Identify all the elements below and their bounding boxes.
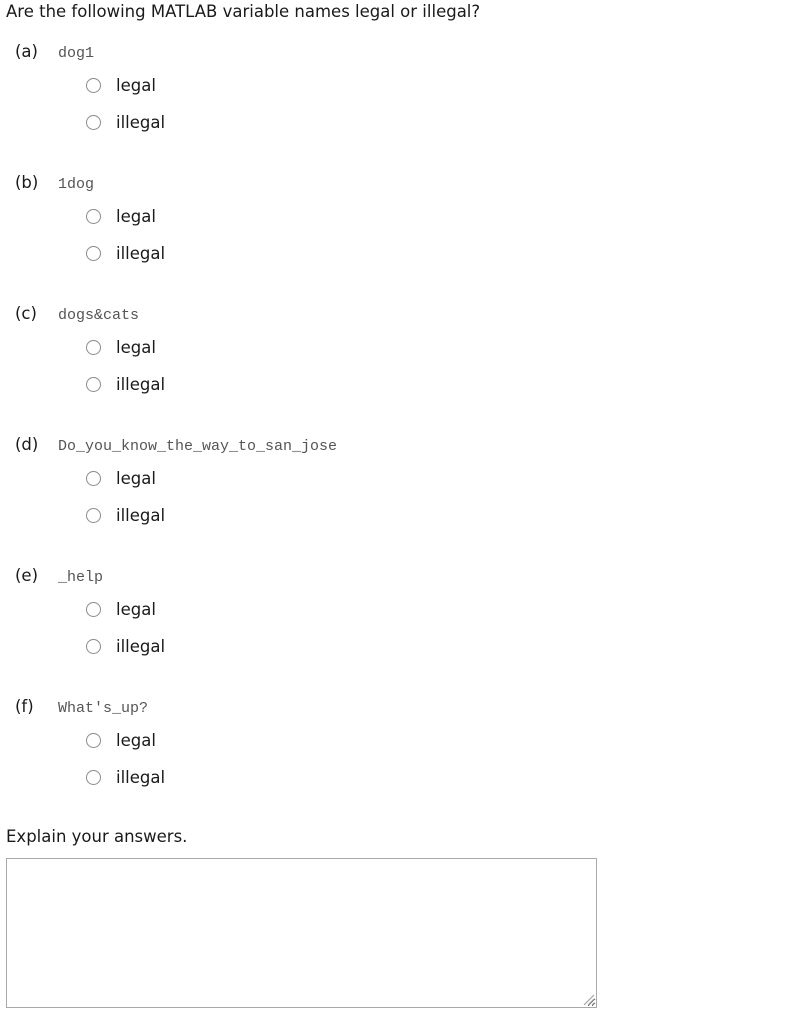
- option-illegal[interactable]: [84, 637, 284, 659]
- radio-button[interactable]: [86, 508, 101, 523]
- option-legal[interactable]: [84, 338, 284, 360]
- radio-button[interactable]: [86, 115, 101, 130]
- option-label: illegal: [116, 637, 166, 656]
- option-legal[interactable]: [84, 469, 284, 491]
- item-label: (f): [15, 697, 34, 716]
- option-label: legal: [116, 469, 156, 488]
- variable-name: dog1: [58, 45, 95, 62]
- option-illegal[interactable]: [84, 375, 284, 397]
- variable-name: Do_you_know_the_way_to_san_jose: [58, 438, 338, 455]
- item-label: (e): [15, 566, 39, 585]
- variable-name: 1dog: [58, 176, 95, 193]
- radio-button[interactable]: [86, 733, 101, 748]
- radio-button[interactable]: [86, 770, 101, 785]
- option-illegal[interactable]: [84, 244, 284, 266]
- option-legal[interactable]: [84, 207, 284, 229]
- radio-button[interactable]: [86, 78, 101, 93]
- option-illegal[interactable]: [84, 768, 284, 790]
- radio-button[interactable]: [86, 377, 101, 392]
- option-label: illegal: [116, 506, 166, 525]
- question-prompt: Are the following MATLAB variable names legal or illegal?: [6, 2, 481, 21]
- item-b: [0, 173, 790, 304]
- item-e: [0, 566, 790, 697]
- option-label: legal: [116, 600, 156, 619]
- option-label: illegal: [116, 768, 166, 787]
- variable-name: _help: [58, 569, 104, 586]
- option-legal[interactable]: [84, 600, 284, 622]
- variable-name: What's_up?: [58, 700, 149, 717]
- item-f: [0, 697, 790, 828]
- option-label: legal: [116, 76, 156, 95]
- item-label: (a): [15, 42, 38, 61]
- option-label: legal: [116, 207, 156, 226]
- radio-button[interactable]: [86, 602, 101, 617]
- option-label: legal: [116, 338, 156, 357]
- item-c: [0, 304, 790, 435]
- radio-button[interactable]: [86, 246, 101, 261]
- item-label: (c): [15, 304, 37, 323]
- explain-label: Explain your answers.: [6, 827, 188, 846]
- item-a: [0, 42, 790, 173]
- option-illegal[interactable]: [84, 506, 284, 528]
- item-label: (d): [15, 435, 39, 454]
- option-label: illegal: [116, 244, 166, 263]
- radio-button[interactable]: [86, 340, 101, 355]
- item-d: [0, 435, 790, 566]
- option-label: illegal: [116, 113, 166, 132]
- option-illegal[interactable]: [84, 113, 284, 135]
- option-legal[interactable]: [84, 731, 284, 753]
- item-label: (b): [15, 173, 39, 192]
- radio-button[interactable]: [86, 209, 101, 224]
- explanation-textarea[interactable]: [6, 858, 597, 1008]
- option-legal[interactable]: [84, 76, 284, 98]
- radio-button[interactable]: [86, 639, 101, 654]
- option-label: legal: [116, 731, 156, 750]
- option-label: illegal: [116, 375, 166, 394]
- variable-name: dogs&cats: [58, 307, 140, 324]
- radio-button[interactable]: [86, 471, 101, 486]
